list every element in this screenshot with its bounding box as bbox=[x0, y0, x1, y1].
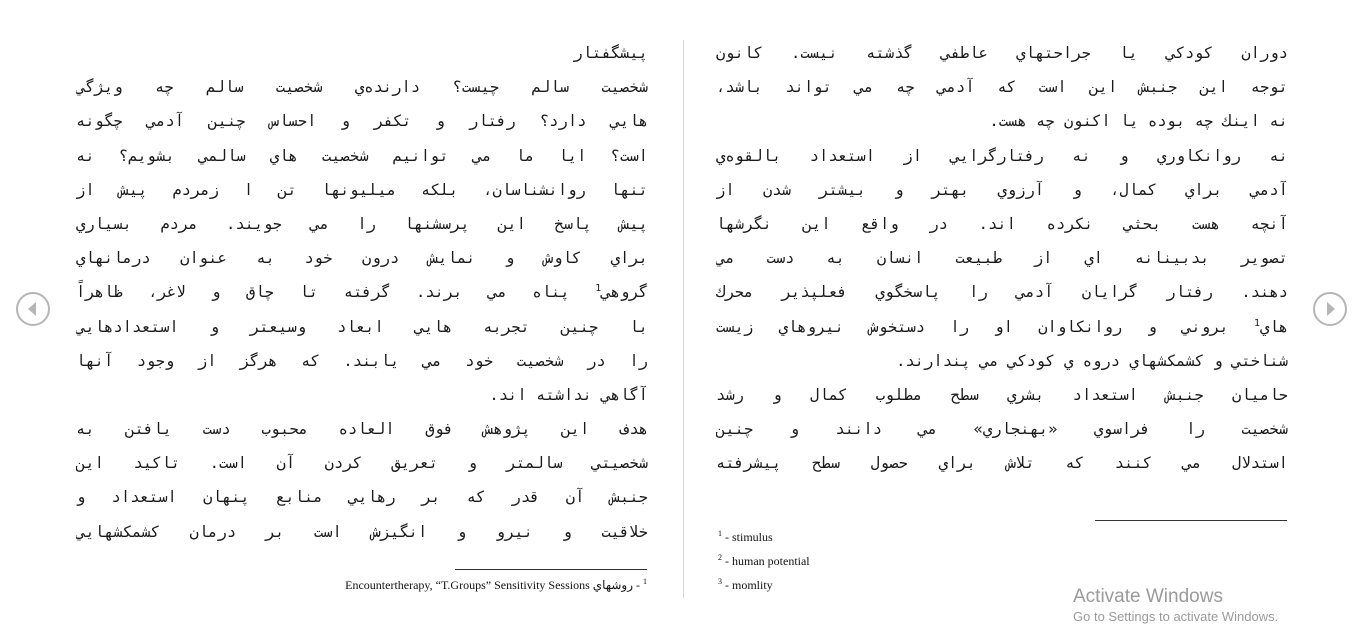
footnote-number: 1 bbox=[718, 529, 722, 538]
text-line: خلاقيت و نيرو و انگيزش است بر درمان كشمكشهايي bbox=[76, 522, 648, 541]
footnote-ref: 1 bbox=[595, 283, 602, 295]
text-line: آدمي براي كمال، و آرزوي بهتر و بيشتر شدن از bbox=[716, 180, 1288, 199]
footnote-text: - human potential bbox=[725, 554, 810, 568]
footnote-number: 2 bbox=[718, 553, 722, 562]
prev-page-button[interactable] bbox=[16, 292, 50, 326]
text-line: دوران كودكي يا جراحتهاي عاطفي گذشته نيست. كانون bbox=[716, 44, 1288, 62]
footnote-divider bbox=[1095, 520, 1287, 521]
text-line: است؟ ايا ما مي توانيم شخصيت هاي سالمي بشويم؟ نه bbox=[76, 146, 648, 165]
footnote-text: - روشهاي Encountertherapy, “T.Groups” Sensitivity Sessions bbox=[345, 578, 640, 592]
text-line: توجه اين جنبش اين است كه آدمي چه مي تواند باشد، bbox=[716, 78, 1288, 97]
text-line: شخصيت سالم چيست؟ دارنده‌ي شخصيت سالم چه ويژگي bbox=[76, 78, 648, 97]
footnote-text: - momlity bbox=[725, 578, 773, 592]
text-line: شخصيت را فراسوي «بهنجاري» مي دانند و چنين bbox=[716, 420, 1288, 439]
text-line: دهند. رفتار گرايان آدمي را پاسخگوي فعلپذير محرك bbox=[716, 283, 1288, 302]
next-page-button[interactable] bbox=[1313, 292, 1347, 326]
text-segment: پناه مي برند. گرفته تا چاق و لاغر، ظاهراً bbox=[76, 283, 570, 302]
text-line: استدلال مي كنند كه تلاش براي حصول سطح پيشرفته bbox=[716, 454, 1288, 473]
footnote bbox=[345, 577, 647, 593]
left-page bbox=[76, 36, 648, 549]
text-line: با چنين تجربه هايي ابعاد وسيعتر و استعدادهايي bbox=[76, 317, 648, 336]
text-line: جنبش آن قدر كه بر رهايي منابع پنهان استعداد و bbox=[76, 488, 648, 507]
text-line: شناختي و كشمكشهاي دروه ي كودكي مي پندارند. bbox=[896, 351, 1288, 370]
watermark-title: Activate Windows bbox=[1073, 586, 1223, 607]
activate-windows-watermark bbox=[1073, 585, 1278, 625]
text-line: نه روانكاوري و نه رفتارگرايي از استعداد بالقوه‌ي bbox=[716, 146, 1288, 165]
text-line bbox=[76, 275, 648, 309]
page-divider bbox=[683, 40, 684, 598]
page-heading: پيشگفتار bbox=[573, 44, 648, 62]
footnote-ref: 1 bbox=[1253, 317, 1260, 329]
footnote-text: - stimulus bbox=[725, 530, 773, 544]
text-line: براي كاوش و نمايش درون خود به عنوان درمانهاي bbox=[76, 249, 648, 268]
text-word: گروهي bbox=[601, 283, 648, 302]
text-line: هايي دارد؟ رفتار و تكفر و احساس چنين آدمي چگونه bbox=[76, 112, 648, 131]
text-line: نه اينك چه بوده يا اكنون چه هست. bbox=[989, 112, 1288, 131]
text-line: شخصيتي سالمتر و تعريق كردن آن است. تاكيد اين bbox=[76, 454, 648, 473]
text-line: پيش پاسخ اين پرسشنها را مي جويند. مردم بسياري bbox=[76, 214, 648, 233]
text-line: آگاهي نداشته اند. bbox=[489, 385, 648, 404]
footnote-number: 3 bbox=[718, 577, 722, 586]
text-line: تنها روانشناسان، بلكه ميليونها تن ا زمردم پيش از bbox=[76, 180, 648, 199]
arrow-left-icon bbox=[18, 294, 48, 324]
text-line: حاميان جنبش استعداد بشري سطح مطلوب كمال و رشد bbox=[716, 385, 1288, 404]
footnote-divider bbox=[455, 569, 647, 570]
footnote-number: 1 bbox=[643, 577, 647, 586]
text-word: هاي bbox=[1259, 317, 1288, 336]
footnote bbox=[718, 577, 773, 593]
text-line bbox=[716, 310, 1288, 344]
right-page bbox=[716, 36, 1288, 480]
arrow-right-icon bbox=[1315, 294, 1345, 324]
footnote bbox=[718, 553, 810, 569]
watermark-subtitle: Go to Settings to activate Windows. bbox=[1073, 609, 1279, 624]
text-line: آنچه هست بحثي نكرده اند. در واقع اين نگرشها bbox=[716, 214, 1288, 233]
footnote bbox=[718, 529, 773, 545]
text-segment: بروني و روانكاوان او را دستخوش نيروهاي زيست bbox=[716, 317, 1229, 336]
text-line: هدف اين پژوهش فوق العاده محبوب دست يافتن به bbox=[76, 420, 648, 439]
text-line: تصوير بدبينانه اي از طبيعت انسان به دست مي bbox=[716, 249, 1288, 268]
text-line: را در شخصيت خود مي يابند. كه هرگز از وجود آنها bbox=[76, 351, 648, 370]
